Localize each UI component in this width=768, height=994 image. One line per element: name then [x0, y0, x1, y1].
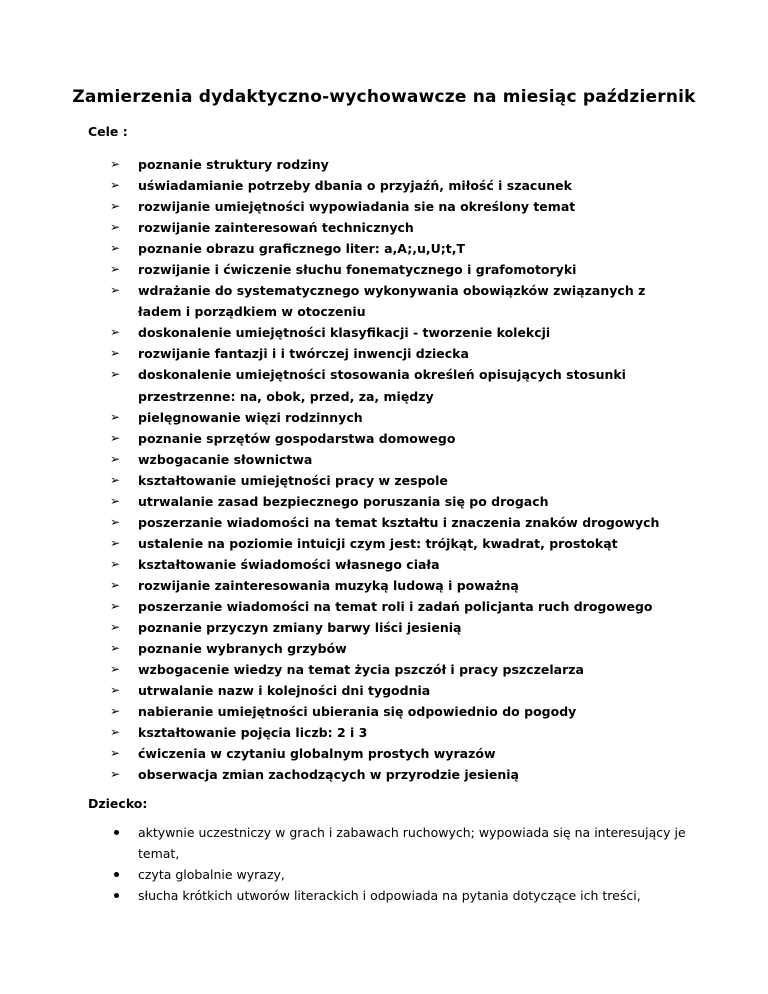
goal-item [110, 407, 690, 428]
goal-text: poznanie obrazu graficznego liter: a,A;,u,U;t,T [138, 241, 466, 257]
goal-item [110, 533, 690, 554]
goal-text: poznanie przyczyn zmiany barwy liści jesienią [138, 620, 462, 636]
goal-item [110, 154, 690, 175]
goal-item [110, 491, 690, 512]
arrow-bullet-icon: ➢ [110, 683, 121, 698]
goal-item [110, 217, 690, 238]
arrow-bullet-icon: ➢ [110, 199, 121, 214]
goal-text: uświadamianie potrzeby dbania o przyjaźń, miłość i szacunek [138, 178, 572, 194]
arrow-bullet-icon: ➢ [110, 283, 121, 298]
arrow-bullet-icon: ➢ [110, 725, 121, 740]
arrow-bullet-icon: ➢ [110, 451, 121, 466]
arrow-bullet-icon: ➢ [110, 704, 121, 719]
arrow-bullet-icon: ➢ [110, 430, 121, 445]
goal-item [110, 743, 690, 764]
goal-item [110, 764, 690, 785]
goal-item [110, 280, 690, 322]
child-item-text: czyta globalnie wyrazy, [138, 867, 285, 882]
dot-bullet-icon [114, 893, 119, 898]
goal-text: rozwijanie i ćwiczenie słuchu fonematycznego i grafomotoryki [138, 262, 577, 278]
child-item [110, 885, 690, 906]
goal-item [110, 701, 690, 722]
goal-item [110, 364, 690, 406]
goal-item [110, 238, 690, 259]
goal-text: utrwalanie zasad bezpiecznego poruszania się po drogach [138, 493, 549, 509]
goal-item [110, 638, 690, 659]
goal-text: rozwijanie fantazji i i twórczej inwencji dziecka [138, 346, 469, 362]
goal-item [110, 175, 690, 196]
dziecko-label: Dziecko: [88, 796, 148, 811]
arrow-bullet-icon: ➢ [110, 241, 121, 256]
arrow-bullet-icon: ➢ [110, 220, 121, 235]
goal-text: nabieranie umiejętności ubierania się odpowiednio do pogody [138, 704, 577, 720]
arrow-bullet-icon: ➢ [110, 346, 121, 361]
goal-text: rozwijanie zainteresowania muzyką ludową i poważną [138, 577, 519, 593]
arrow-bullet-icon: ➢ [110, 493, 121, 508]
goal-text: poznanie wybranych grzybów [138, 641, 347, 657]
goal-item [110, 449, 690, 470]
arrow-bullet-icon: ➢ [110, 767, 121, 782]
goal-item [110, 470, 690, 491]
arrow-bullet-icon: ➢ [110, 746, 121, 761]
arrow-bullet-icon: ➢ [110, 662, 121, 677]
goal-text: poszerzanie wiadomości na temat roli i zadań policjanta ruch drogowego [138, 598, 653, 614]
arrow-bullet-icon: ➢ [110, 535, 121, 550]
goal-text: poszerzanie wiadomości na temat kształtu i znaczenia znaków drogowych [138, 514, 660, 530]
goal-text: wdrażanie do systematycznego wykonywania obowiązków związanych z ładem i porządkiem w otoczeniu [138, 283, 646, 320]
goal-item [110, 659, 690, 680]
goal-text: doskonalenie umiejętności stosowania określeń opisujących stosunki przestrzenne: na, obok, przed, za, między [138, 367, 626, 404]
goal-item [110, 196, 690, 217]
child-skills-list [110, 822, 690, 906]
goal-text: pielęgnowanie więzi rodzinnych [138, 409, 363, 425]
goal-item [110, 617, 690, 638]
dot-bullet-icon [114, 872, 119, 877]
goal-item [110, 428, 690, 449]
goal-text: kształtowanie pojęcia liczb: 2 i 3 [138, 725, 368, 741]
goal-text: ustalenie na poziomie intuicji czym jest: trójkąt, kwadrat, prostokąt [138, 535, 618, 551]
goal-item [110, 596, 690, 617]
arrow-bullet-icon: ➢ [110, 178, 121, 193]
arrow-bullet-icon: ➢ [110, 262, 121, 277]
child-item [110, 822, 690, 864]
arrow-bullet-icon: ➢ [110, 367, 121, 382]
arrow-bullet-icon: ➢ [110, 577, 121, 592]
goal-item [110, 512, 690, 533]
child-item-text: słucha krótkich utworów literackich i odpowiada na pytania dotyczące ich treści, [138, 888, 641, 903]
document-title: Zamierzenia dydaktyczno-wychowawcze na miesiąc październik [72, 87, 696, 107]
goal-item [110, 680, 690, 701]
goal-text: doskonalenie umiejętności klasyfikacji - tworzenie kolekcji [138, 325, 551, 341]
arrow-bullet-icon: ➢ [110, 409, 121, 424]
arrow-bullet-icon: ➢ [110, 514, 121, 529]
dot-bullet-icon [114, 830, 119, 835]
goal-text: kształtowanie świadomości własnego ciała [138, 556, 440, 572]
arrow-bullet-icon: ➢ [110, 641, 121, 656]
goal-text: kształtowanie umiejętności pracy w zespole [138, 472, 448, 488]
arrow-bullet-icon: ➢ [110, 620, 121, 635]
arrow-bullet-icon: ➢ [110, 556, 121, 571]
cele-label: Cele : [88, 124, 128, 139]
arrow-bullet-icon: ➢ [110, 325, 121, 340]
goals-list [110, 154, 690, 785]
goal-item [110, 322, 690, 343]
goal-text: poznanie struktury rodziny [138, 157, 329, 172]
goal-text: rozwijanie umiejętności wypowiadania sie na określony temat [138, 199, 576, 215]
goal-text: wzbogacenie wiedzy na temat życia pszczół i pracy pszczelarza [138, 662, 584, 678]
goal-text: obserwacja zmian zachodzących w przyrodzie jesienią [138, 767, 519, 783]
goal-item [110, 554, 690, 575]
child-item-text: aktywnie uczestniczy w grach i zabawach ruchowych; wypowiada się na interesujący je temat, [138, 825, 686, 861]
goal-item [110, 722, 690, 743]
arrow-bullet-icon: ➢ [110, 157, 121, 171]
goal-item [110, 343, 690, 364]
goal-text: poznanie sprzętów gospodarstwa domowego [138, 430, 456, 446]
goal-item [110, 259, 690, 280]
goal-text: wzbogacanie słownictwa [138, 451, 313, 467]
goal-text: utrwalanie nazw i kolejności dni tygodnia [138, 683, 431, 699]
goal-text: rozwijanie zainteresowań technicznych [138, 220, 414, 236]
goal-item [110, 575, 690, 596]
arrow-bullet-icon: ➢ [110, 598, 121, 613]
arrow-bullet-icon: ➢ [110, 472, 121, 487]
child-item [110, 864, 690, 885]
goal-text: ćwiczenia w czytaniu globalnym prostych wyrazów [138, 746, 496, 762]
